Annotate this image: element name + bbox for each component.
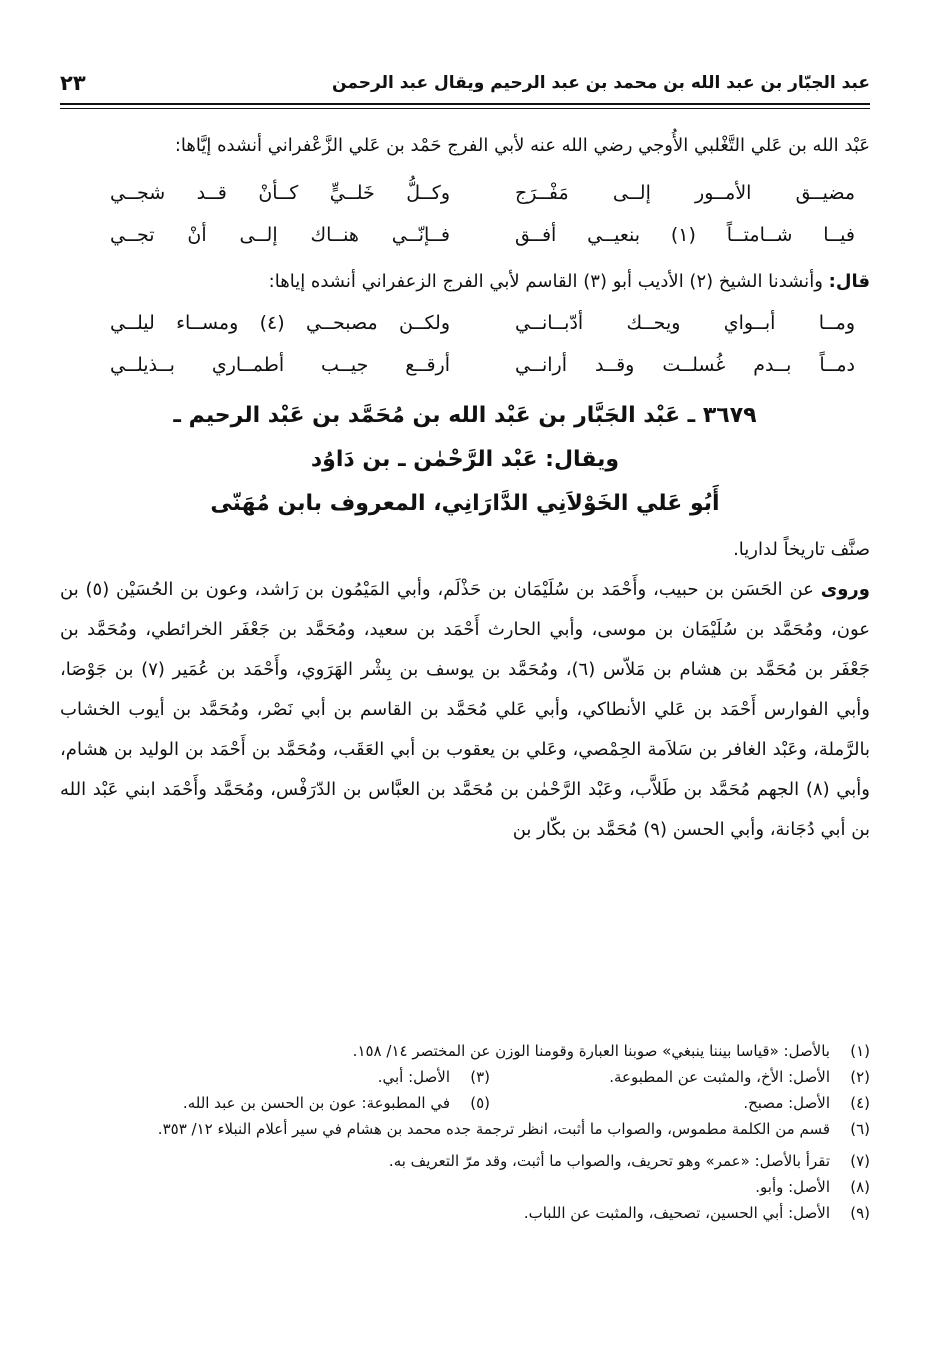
verse-line xyxy=(110,302,855,344)
footnote-number: (٥) xyxy=(470,1094,490,1112)
qala-label: قال: xyxy=(828,271,870,292)
qala-text: وأنشدنا الشيخ (٢) الأديب أبو (٣) القاسم لأبي الفرج الزعفراني أنشده إياها: xyxy=(268,271,823,292)
footnote xyxy=(90,1090,490,1116)
footnote xyxy=(490,1090,870,1116)
entry-heading-line1: ٣٦٧٩ ـ عَبْد الجَبَّار بن عَبْد الله بن مُحَمَّد بن عَبْد الرحيم ـ xyxy=(173,403,757,428)
header-rule xyxy=(60,103,870,105)
rawa-paragraph xyxy=(60,570,870,850)
intro-paragraph: عَبْد الله بن عَلي التَّغْلبي الأُوجي رضي الله عنه لأبي الفرج حَمْد بن عَلي الزَّعْفراني أنشده إيَّاها: xyxy=(174,135,870,156)
footnote xyxy=(180,1064,490,1090)
footnote xyxy=(60,1148,870,1174)
footnote-pair xyxy=(60,1090,870,1116)
verse-right-hemistich: فيــا شــامتــاً (١) بنعيــي أفــق xyxy=(515,224,855,246)
verse-right-hemistich: مضيــق الأمــور إلــى مَفْــرَج xyxy=(515,182,855,204)
footnote-number: (٨) xyxy=(850,1178,870,1196)
entry-heading-line3: أَبُو عَلي الخَوْلاَنِي الدَّارَانِي، المعروف بابن مُهَنّى xyxy=(210,491,720,516)
header-rule-thin xyxy=(60,108,870,109)
footnote-number: (٧) xyxy=(850,1152,870,1170)
footnote-text: الأصل: أبي. xyxy=(377,1068,450,1086)
entry-heading xyxy=(60,394,870,526)
running-title: عبد الجبّار بن عبد الله بن محمد بن عبد الرحيم ويقال عبد الرحمن xyxy=(332,73,870,93)
sannafa-line: صنَّف تاريخاً لداريا. xyxy=(733,539,870,560)
footnote-number: (٦) xyxy=(850,1120,870,1138)
verse-left-hemistich: أرقــع جيــب أطمــاري بــذيلــي xyxy=(110,354,450,376)
footnote-pair xyxy=(60,1064,870,1090)
footnote xyxy=(490,1064,870,1090)
running-header xyxy=(60,68,870,98)
verse-line xyxy=(110,344,855,386)
book-page xyxy=(60,56,870,1346)
footnote xyxy=(60,1038,870,1064)
footnote-text: الأصل: وأبو. xyxy=(755,1178,830,1196)
verse-right-hemistich: ومــا أبــواي ويحــك أدّبــانــي xyxy=(515,312,855,334)
verse-left-hemistich: فــإنّــي هنــاك إلــى أنْ تجــي xyxy=(110,224,450,246)
entry-heading-line2: ويقال: عَبْد الرَّحْمٰن ـ بن دَاوُد xyxy=(310,447,620,472)
footnote xyxy=(60,1174,870,1200)
poem-second xyxy=(60,302,870,386)
footnote-text: الأصل: أبي الحسين، تصحيف، والمثبت عن اللباب. xyxy=(523,1204,830,1222)
footnotes xyxy=(60,1038,870,1226)
footnote-text: الأصل: الأخ، والمثبت عن المطبوعة. xyxy=(609,1068,830,1086)
footnote-text: قسم من الكلمة مطموس، والصواب ما أثبت، انظر ترجمة جده محمد بن هشام في سير أعلام النبلاء ١٢/ ٣٥٣. xyxy=(157,1120,830,1138)
footnote-number: (١) xyxy=(850,1042,870,1060)
page-number: ٢٣ xyxy=(60,71,86,95)
footnote-text: الأصل: مصبح. xyxy=(743,1094,830,1112)
footnote-number: (٤) xyxy=(850,1094,870,1112)
footnote xyxy=(60,1200,870,1226)
footnote-text: في المطبوعة: عون بن الحسن بن عبد الله. xyxy=(182,1094,450,1112)
verse-line xyxy=(110,172,855,214)
footnote-text: بالأصل: «قياسا بيننا ينبغي» صوبنا العبارة وقومنا الوزن عن المختصر ١٤/ ١٥٨. xyxy=(352,1042,830,1060)
verse-line xyxy=(110,214,855,256)
footnote-number: (٩) xyxy=(850,1204,870,1222)
verse-left-hemistich: ولكــن مصبحــي (٤) ومســاء ليلــي xyxy=(110,312,451,334)
rawa-text: عن الحَسَن بن حبيب، وأَحْمَد بن سُلَيْمَان بن حَذْلَم، وأبي المَيْمُون بن رَاشد، وعون بن الحُسَيْن (٥) بن عون، ومُحَمَّد بن سُلَيْمَان بن موسى، وأبي الحارث أَحْمَد بن سعيد، ومُحَمَّد بن جَعْفَر الخرائطي، ومُحَمَّد بن جَعْفَر بن مُحَمَّد بن هشام بن مَلاّس (٦)، ومُحَمَّد بن يوسف بن بِشْر الهَرَوي، وأَحْمَد بن عُمَير (٧) بن جَوْصَا، وأبي الفوارس أَحْمَد بن عَلي الأنطاكي، وأبي عَلي مُحَمَّد بن القاسم بن أبي نَصْر، ومُحَمَّد بن أيوب الخشاب بالرَّملة، وعَبْد الغافر بن سَلاَمة الحِمْصي، وعَلي بن يعقوب بن أبي العَقَب، ومُحَمَّد بن أَحْمَد بن الوليد بن هشام، وأبي (٨) الجهم مُحَمَّد بن طَلاَّب، وعَبْد الرَّحْمٰن بن مُحَمَّد بن العبَّاس بن الدّرَفْس، ومُحَمَّد وأَحْمَد ابني عَبْد الله بن أبي دُجَانة، وأبي الحسن (٩) مُحَمَّد بن بكّار بن xyxy=(60,579,871,840)
footnote xyxy=(60,1116,870,1142)
verse-left-hemistich: وكــلُّ خَلــيٍّ كــأنْ قــد شجــي xyxy=(110,182,450,204)
qala-paragraph xyxy=(60,262,870,302)
footnote-number: (٣) xyxy=(470,1068,490,1086)
footnote-text: تقرأ بالأصل: «عمر» وهو تحريف، والصواب ما أثبت، وقد مرّ التعريف به. xyxy=(388,1152,830,1170)
verse-right-hemistich: دمــاً بــدم غُسلــت وقــد أرانــي xyxy=(515,354,855,376)
main-text xyxy=(60,126,870,850)
footnote-number: (٢) xyxy=(850,1068,870,1086)
poem-first xyxy=(60,172,870,256)
rawa-label: وروى xyxy=(820,579,870,600)
